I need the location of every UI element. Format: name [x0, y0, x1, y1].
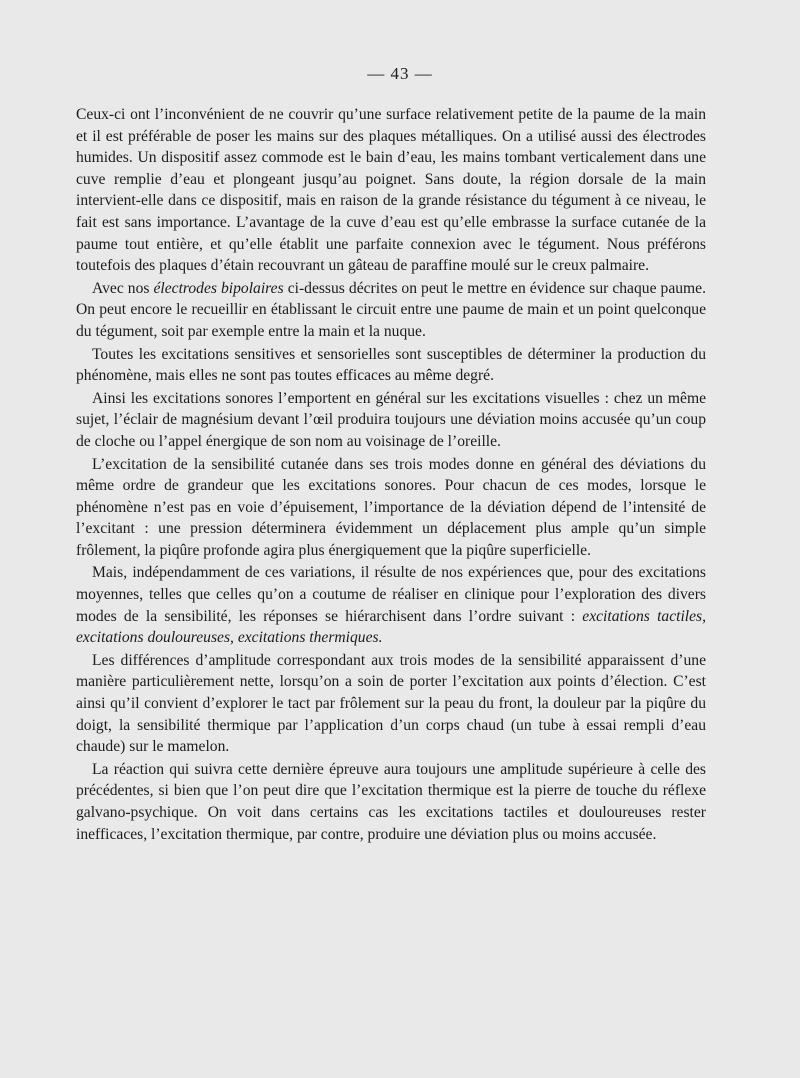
paragraph-6	[76, 562, 706, 648]
paragraph-2-start: Avec nos	[92, 279, 154, 297]
paragraph-4: Ainsi les excitations sonores l’emportent en général sur les excitations visuelles : chez un même sujet, l’éclair de magnésium devant l’œil produira toujours une déviation moins accusée qu’un coup de cloche ou l’appel énergique de son nom au voisinage de l’oreille.	[76, 389, 706, 450]
paragraph-8: La réaction qui suivra cette dernière épreuve aura toujours une amplitude supérieure à celle des précédentes, si bien que l’on peut dire que l’excitation thermique est la pierre de touche du réflexe galvano-psychique. On voit dans certains cas les excitations tactiles et douloureuses rester inefficaces, l’excitation thermique, par contre, produire une déviation plus ou moins accusée.	[76, 760, 706, 843]
paragraph-2-end: ci-dessus décrites on peut le mettre en évidence sur chaque paume. On peut encore le recueillir en établissant le circuit entre une paume de main et un point quelconque du tégument, soit par exemple entre la main et la nuque.	[76, 279, 706, 340]
paragraph-5: L’excitation de la sensibilité cutanée dans ses trois modes donne en général des déviations du même ordre de grandeur que les excitations sonores. Pour chacun de ces modes, lorsque le phénomène n’est pas en voie d’épuisement, l’importance de la déviation dépend de l’intensité de l’excitant : une pression déterminera évidemment un déplacement plus ample qu’un simple frôlement, la piqûre profonde agira plus énergiquement que la piqûre superficielle.	[76, 455, 706, 559]
paragraph-2-italic: électrodes bipolaires	[153, 279, 284, 297]
paragraph-6-start: Mais, indépendamment de ces variations, il résulte de nos expériences que, pour des excitations moyennes, telles que celles qu’on a coutume de réaliser en clinique pour l’exploration des divers modes de la sensibilité, les réponses se hiérarchisent dans l’ordre suivant :	[76, 564, 706, 625]
body-text	[76, 104, 706, 845]
paragraph-2	[76, 278, 706, 343]
page-number: — 43 —	[367, 64, 433, 83]
paragraph-7: Les différences d’amplitude correspondant aux trois modes de la sensibilité apparaissent d’une manière particulièrement nette, lorsqu’on a soin de porter l’excitation aux points d’élection. C’est ainsi qu’il convient d’explorer le tact par frôlement sur la peau du front, la douleur par la piqûre du doigt, la sensibilité thermique par l’application d’un corps chaud (un tube à essai rempli d’eau chaude) sur le mamelon.	[76, 651, 706, 756]
paragraph-1: Ceux-ci ont l’inconvénient de ne couvrir qu’une surface relativement petite de la paume de la main et il est préférable de poser les mains sur des plaques métalliques. On a utilisé aussi des électrodes humides. Un dispositif assez commode est le bain d’eau, les mains tombant verticalement dans une cuve remplie d’eau et plongeant jusqu’au poignet. Sans doute, la région dorsale de la main intervient-elle dans ce dispositif, mais en raison de la grande résistance du tégument à ce niveau, le fait est sans importance. L’avantage de la cuve d’eau est qu’elle embrasse la surface cutanée de la paume tout entière, et qu’elle établit une parfaite connexion avec le tégument. Nous préférons toutefois des plaques d’étain recouvrant un gâteau de paraffine moulé sur le creux palmaire.	[76, 106, 706, 275]
paragraph-3: Toutes les excitations sensitives et sensorielles sont susceptibles de déterminer la production du phénomène, mais elles ne sont pas toutes efficaces au même degré.	[76, 345, 706, 385]
paragraph-6-italic: excitations tactiles, excitations douloureuses, excitations thermiques.	[76, 607, 707, 647]
